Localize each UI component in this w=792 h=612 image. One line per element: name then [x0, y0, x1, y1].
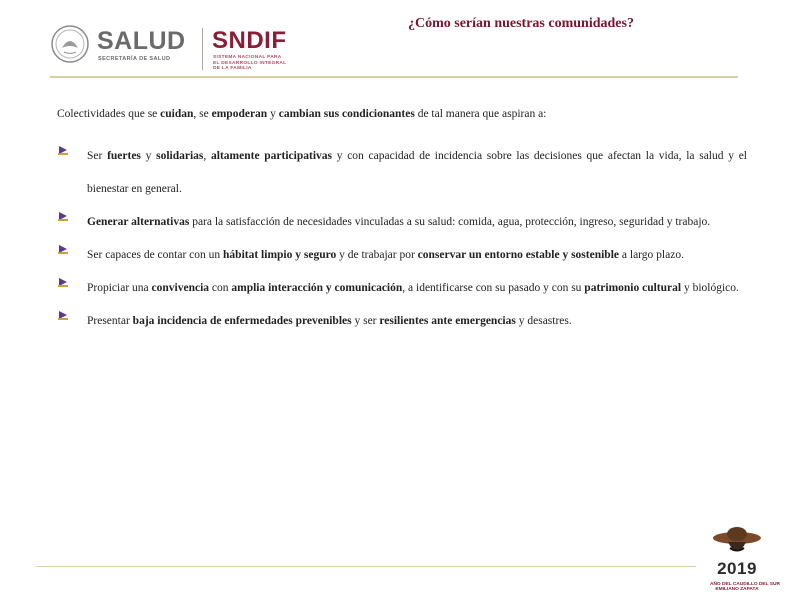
intro-text: Colectividades que se [57, 108, 161, 120]
intro-emphasis: empoderan [211, 108, 268, 120]
bullet-icon [57, 144, 69, 156]
intro-text: y [267, 108, 279, 120]
salud-logo-text: SALUD [97, 27, 186, 55]
sndif-logo-text: SNDIF [212, 27, 287, 54]
item-text: para la satisfacción de necesidades vinculadas a su salud: comida, agua, protección, ingreso, seguridad y trabajo. [189, 216, 711, 228]
sndif-subtitle-line: SISTEMA NACIONAL PARA [213, 55, 282, 60]
item-text: , [203, 150, 212, 162]
item-text: Propiciar una [87, 282, 152, 294]
item-emphasis: resilientes ante emergencias [379, 315, 516, 327]
sndif-subtitle-line: DE LA FAMILIA [213, 66, 252, 72]
list-item [57, 239, 747, 272]
item-text: , a identificarse con su pasado y con su [402, 282, 585, 294]
item-emphasis: altamente participativas [211, 150, 332, 162]
year-motto [710, 582, 780, 593]
intro-paragraph [57, 106, 757, 122]
salud-logo-subtitle: SECRETARÍA DE SALUD [98, 56, 171, 62]
item-text: Presentar [87, 315, 133, 327]
intro-emphasis: cuidan [160, 108, 194, 120]
item-text: a largo plazo. [619, 249, 684, 261]
list-item [57, 305, 747, 338]
list-item [57, 140, 747, 206]
mexico-seal-icon [50, 24, 90, 64]
item-emphasis: patrimonio cultural [584, 282, 682, 294]
bullet-icon [57, 243, 69, 255]
item-text: Ser capaces de contar con un [87, 249, 224, 261]
intro-text: de tal manera que aspiran a: [414, 108, 547, 120]
aspirations-list [57, 140, 747, 338]
item-text: Ser [87, 150, 108, 162]
year-motto-line: AÑO DEL CAUDILLO DEL SUR [710, 582, 780, 587]
item-text: con [209, 282, 232, 294]
item-text: y ser [351, 315, 380, 327]
sndif-logo-subtitle [213, 55, 286, 72]
item-text: y biológico. [681, 282, 739, 294]
header-divider [50, 76, 738, 78]
item-emphasis: hábitat limpio y seguro [223, 249, 337, 261]
intro-text: , se [193, 108, 212, 120]
list-item [57, 272, 747, 305]
page-title: ¿Cómo serían nuestras comunidades? [408, 16, 634, 31]
item-text: y [140, 150, 157, 162]
item-text: y desastres. [515, 315, 572, 327]
sndif-subtitle-line: EL DESARROLLO INTEGRAL [213, 60, 287, 66]
item-emphasis: baja incidencia de enfermedades prevenibles [132, 315, 352, 327]
list-item [57, 206, 747, 239]
item-text: y de trabajar por [336, 249, 418, 261]
year-label: 2019 [717, 559, 757, 578]
item-emphasis: solidarias [156, 150, 204, 162]
item-emphasis: conservar un entorno estable y sostenible [417, 249, 620, 261]
item-emphasis: fuertes [107, 150, 141, 162]
intro-emphasis: cambian sus condicionantes [278, 108, 415, 120]
item-emphasis: Generar alternativas [87, 216, 190, 228]
item-text: y con capacidad de incidencia sobre las decisiones que afectan la vida, la salud y el bienestar en general. [87, 150, 747, 195]
page-header [0, 0, 792, 80]
bullet-icon [57, 210, 69, 222]
year-motto-line: EMILIANO ZAPATA [715, 587, 759, 593]
footer-divider [36, 566, 696, 567]
item-emphasis: amplia interacción y comunicación [231, 282, 403, 294]
bullet-icon [57, 309, 69, 321]
logo-divider [202, 28, 203, 70]
bullet-icon [57, 276, 69, 288]
item-emphasis: convivencia [151, 282, 210, 294]
